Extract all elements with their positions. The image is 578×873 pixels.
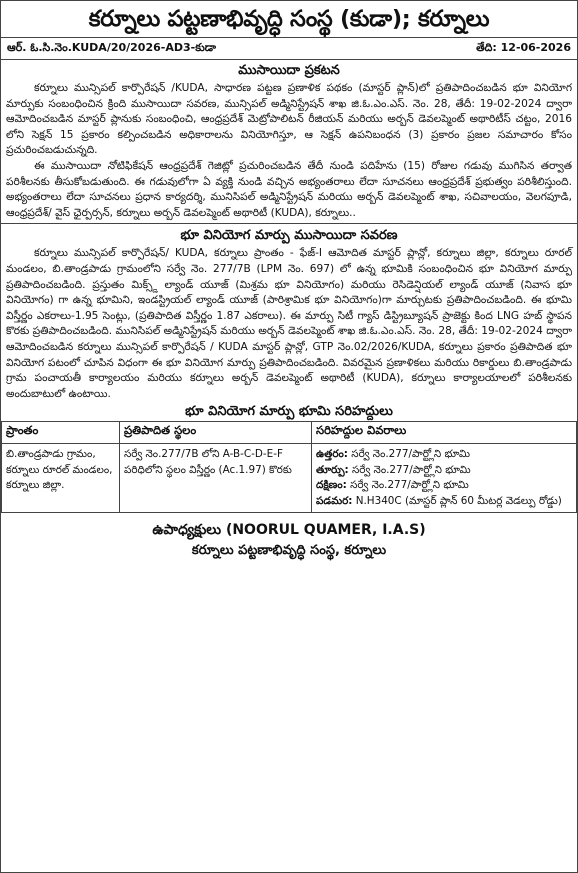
draft-paragraph: కర్నూలు మున్సిపల్ కార్పొరేషన్/ KUDA, కర్నూలు ప్రాంతం - ఫేజ్-I ఆమోదిత మాస్టర్ ప్లాన్లో, కర్నూలు జిల్లా, కర్నూలు రూరల్ మండలం, బి.తాండ్రపాడు గ్రామంలోని సర్వే నెం. 277/7B (LPM నెం. 697) లో ఉన్న భూమికి సంబంధించిన భూ వినియోగ మార్పు ప్రతిపాదించబడింది. ప్రస్తుతం మిక్స్డ్ ల్యాండ్ యూజ్ (మిశ్రమ భూ వినియోగం) మరియు రెసిడెన్షియల్ ల్యాండ్ యూజ్ (నివాస భూ వినియోగం) గా ఉన్న భూమిని, ఇండస్ట్రియల్ ల్యాండ్ యూజ్ (పారిశ్రామిక భూ వినియోగం)గా మార్చుటకు ప్రతిపాదించబడింది. ఈ భూమి విస్తీర్ణం ఎకరాలు-1.95 సెంట్లు, (ప్రతిపాదిత విస్తీర్ణం 1.87 ఎకరాలు). ఈ మార్పు సిటీ గ్యాస్ డిస్ట్రిబ్యూషన్ ప్రాజెక్టు కింద LNG హబ్ స్థాపన కొరకు ప్రతిపాదించబడింది. మునిసిపల్ అడ్మినిస్ట్రేషన్ మరియు అర్బన్ డెవలప్మెంట్ శాఖ జి.ఓ.ఎం.ఎస్. నెం. 28, తేదీ: 19-02-2024 ద్వారా ఆమోదించబడిన కర్నూలు మున్సిపల్ కార్పొరేషన్ / KUDA మాస్టర్ ప్లాన్లో, GTP నెం.02/2026/KUDA, కర్నూలు ప్రకారం ప్రతిపాదిత భూ వినియోగ పటంలో చూపిన విధంగా ఈ భూ వినియోగ మార్పు ప్రతిపాదించబడింది. వివరమైన ప్రణాళికలు మరియు రికార్డులు బి.తాండ్రపాడు గ్రామ పంచాయతీ కార్యాలయం మరియు కర్నూలు అర్బన్ డెవలప్మెంట్ అథారిటీ (KUDA), కర్నూలు కార్యాలయాలలో పరిశీలనకు అందుబాటులో ఉంటాయి. bbox=[6, 247, 572, 400]
header-site: ప్రతిపాదిత స్థలం bbox=[120, 422, 312, 444]
signature-block bbox=[1, 513, 577, 561]
notice-paragraph-2: ఈ ముసాయిదా నోటిఫికేషన్ ఆంధ్రప్రదేశ్ గెజిట్లో ప్రచురించబడిన తేదీ నుండి పదిహేను (15) రోజుల గడువు ముగిసిన తర్వాత పరిశీలనకు తీసుకోబడుతుంది. ఈ గడువులోగా ఏ వ్యక్తి నుండి వచ్చిన అభ్యంతరాలు లేదా సూచనలు ఆంధ్రప్రదేశ్ ప్రభుత్వం పరిశీలిస్తుంది. అభ్యంతరాలు లేదా సూచనలు ప్రధాన కార్యదర్శి, మునిసిపల్ అడ్మినిస్ట్రేషన్ మరియు అర్బన్ డెవలప్మెంట్ శాఖ, సచివాలయం, వెలగపూడి, ఆంధ్రప్రదేశ్/ వైస్ ఛైర్పర్సన్, కర్నూలు అర్బన్ డెవలప్మెంట్ అథారిటీ (KUDA), కర్నూలు.. bbox=[6, 159, 572, 219]
cell-area: బి.తాండ్రపాడు గ్రామం, కర్నూలు రూరల్ మండలం, కర్నూలు జిల్లా. bbox=[2, 444, 120, 513]
cell-boundaries bbox=[312, 444, 577, 513]
table-header-row bbox=[2, 422, 577, 444]
signatory: ఉపాధ్యక్షులు (NOORUL QUAMER, I.A.S) bbox=[152, 522, 426, 539]
header-area: ప్రాంతం bbox=[2, 422, 120, 444]
boundary-west: పడమర: N.H340C (మాస్టర్ ప్లాన్ 60 మీటర్ల వెడల్పు రోడ్డు) bbox=[316, 494, 562, 507]
table-row bbox=[2, 444, 577, 513]
boundary-north: ఉత్తరం: సర్వే నెం.277/పార్ట్లోని భూమి bbox=[316, 448, 470, 461]
boundary-south: దక్షిణం: సర్వే నెం.277/పార్ట్లోని భూమి bbox=[316, 479, 469, 492]
section-divider bbox=[1, 223, 577, 224]
reference-line bbox=[1, 38, 577, 60]
notice-date: తేది: 12-06-2026 bbox=[476, 40, 571, 54]
notice-paragraph-1: కర్నూలు మున్సిపల్ కార్పొరేషన్ /KUDA, సాధారణ పట్టణ ప్రణాళిక పథకం (మాస్టర్ ప్లాన్)లో ప్రతిపాదించబడిన భూ వినియోగ మార్పుకు సంబంధించిన క్రింది ముసాయిదా సవరణ, మున్సిపల్ అడ్మినిస్ట్రేషన్ శాఖ జి.ఓ.ఎం.ఎస్. నెం. 28, తేదీ: 19-02-2024 ద్వారా ఆమోదించబడిన మాస్టర్ ప్లానుకు సంబంధించి, ఆంధ్రప్రదేశ్ మెట్రోపాలిటన్ రీజియన్ మరియు అర్బన్ డెవలప్మెంట్ అథారిటీస్ చట్టం, 2016 లోని సెక్షన్ 15 ప్రకారం కల్పించబడిన అధికారాలను వినియోగిస్తూ, ఆ సెక్షన్ ఉపనిబంధన (3) ప్రకారం ప్రజల సమాచారం కోసం ప్రచురించబడుచున్నది. bbox=[6, 82, 572, 157]
header-boundaries: సరిహద్దుల వివరాలు bbox=[312, 422, 577, 444]
organization-name: కర్నూలు పట్టణాభివృద్ధి సంస్థ, కర్నూలు bbox=[191, 543, 387, 559]
draft-heading: భూ వినియోగ మార్పు ముసాయిదా సవరణ bbox=[180, 228, 398, 244]
reference-number: ఆర్. ఓ.సి.నెం.KUDA/20/2026-AD3-కుడా bbox=[7, 40, 216, 54]
masthead-title: కర్నూలు పట్టణాభివృద్ధి సంస్థ (కుడా); కర్నూలు bbox=[1, 1, 577, 38]
notice-heading: ముసాయిదా ప్రకటన bbox=[238, 63, 340, 78]
cell-site: సర్వే నెం.277/7B లోని A-B-C-D-E-F పరిధిలోని స్థలం విస్తీర్ణం (Ac.1.97) కొరకు bbox=[120, 444, 312, 513]
bounds-heading: భూ వినియోగ మార్పు భూమి సరిహద్దులు bbox=[185, 404, 393, 420]
boundary-east: తూర్పు: సర్వే నెం.277/పార్ట్లోని భూమి bbox=[316, 463, 471, 476]
boundaries-table bbox=[1, 421, 577, 513]
